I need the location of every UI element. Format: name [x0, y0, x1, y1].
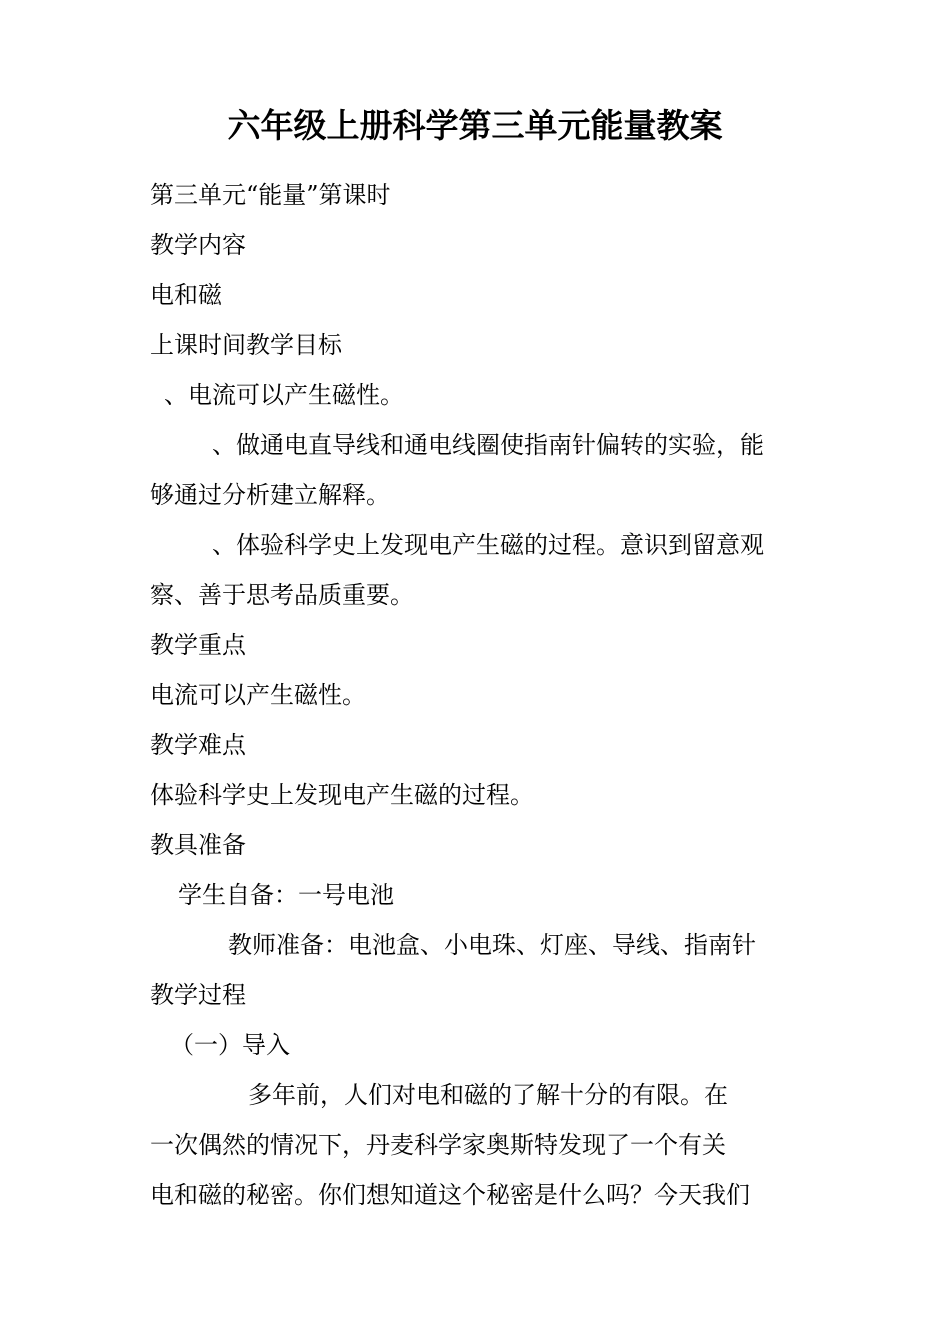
- unit-heading: 第三单元“能量”第课时: [150, 181, 391, 209]
- goal-item-3-continued: 察、善于思考品质重要。: [150, 581, 414, 609]
- section-heading-content: 教学内容: [150, 231, 246, 259]
- intro-paragraph-line-3: 电和磁的秘密。你们想知道这个秘密是什么吗？今天我们: [150, 1181, 750, 1209]
- goal-item-1: 、电流可以产生磁性。: [164, 381, 404, 409]
- section-heading-difficulty: 教学难点: [150, 731, 246, 759]
- lesson-topic: 电和磁: [150, 281, 222, 309]
- process-step-intro: （一）导入: [170, 1031, 290, 1059]
- difficulty-text: 体验科学史上发现电产生磁的过程。: [150, 781, 534, 809]
- materials-teacher: 教师准备：电池盒、小电珠、灯座、导线、指南针: [228, 931, 756, 959]
- key-point-text: 电流可以产生磁性。: [150, 681, 366, 709]
- intro-paragraph-line-2: 一次偶然的情况下，丹麦科学家奥斯特发现了一个有关: [150, 1131, 726, 1159]
- goal-item-2-continued: 够通过分析建立解释。: [150, 481, 390, 509]
- goal-item-3: 、体验科学史上发现电产生磁的过程。意识到留意观: [212, 531, 764, 559]
- materials-students: 学生自备：一号电池: [178, 881, 394, 909]
- section-heading-materials: 教具准备: [150, 831, 246, 859]
- section-heading-process: 教学过程: [150, 981, 246, 1009]
- goal-item-2: 、做通电直导线和通电线圈使指南针偏转的实验，能: [212, 431, 764, 459]
- intro-paragraph-line-1: 多年前，人们对电和磁的了解十分的有限。在: [248, 1081, 728, 1109]
- section-heading-key-point: 教学重点: [150, 631, 246, 659]
- section-heading-time-goals: 上课时间教学目标: [150, 331, 342, 359]
- document-title: 六年级上册科学第三单元能量教案: [227, 106, 723, 145]
